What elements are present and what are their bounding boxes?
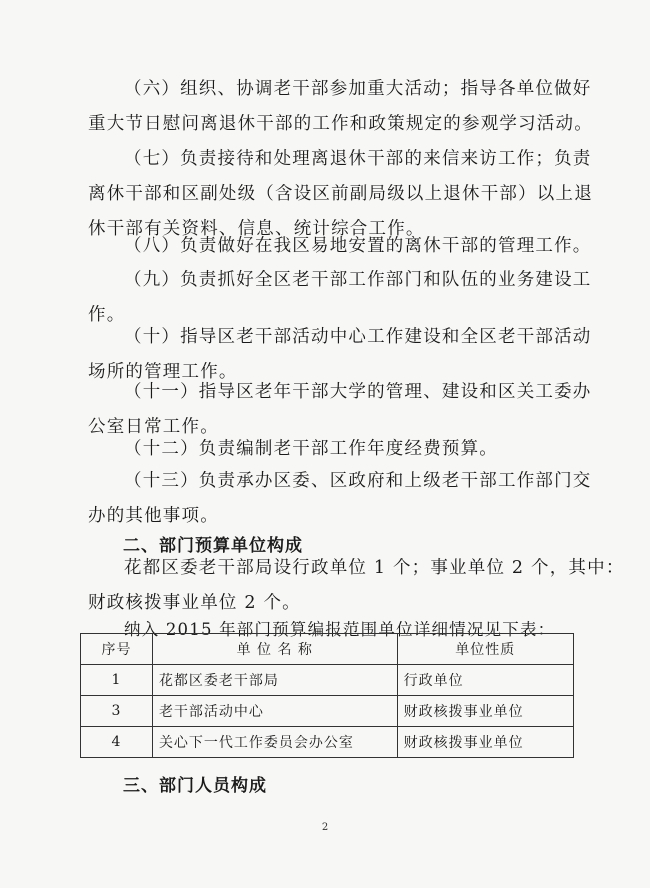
cell-no: 1 (81, 665, 153, 696)
page-number: 2 (321, 822, 329, 833)
cell-no: 4 (81, 727, 153, 758)
text-line: 办的其他事项。 (88, 506, 219, 526)
text-line: 场所的管理工作。 (88, 362, 238, 382)
text-line: （十三）负责承办区委、区政府和上级老干部工作部门交 (124, 471, 592, 491)
paragraph-item-12 (88, 432, 563, 467)
column-header-no: 序号 (81, 634, 153, 665)
table-row (81, 665, 574, 696)
text-line: （十二）负责编制老干部工作年度经费预算。 (124, 439, 498, 459)
budget-units-table (80, 633, 574, 758)
cell-name: 关心下一代工作委员会办公室 (152, 727, 397, 758)
paragraph-item-13 (88, 464, 592, 534)
text-line: 公室日常工作。 (88, 417, 219, 437)
text-line: （七）负责接待和处理离退休干部的来信来访工作；负责 (124, 149, 592, 169)
text-line: 休干部有关资料、信息、统计综合工作。 (88, 219, 425, 239)
text-line: 重大节日慰问离退休干部的工作和政策规定的参观学习活动。 (88, 114, 593, 134)
text-line: 财政核拨事业单位 2 个。 (88, 593, 301, 613)
cell-name: 老干部活动中心 (152, 696, 397, 727)
text-line: （六）组织、协调老干部参加重大活动；指导各单位做好 (124, 79, 592, 99)
section-heading-budget-units: 二、部门预算单位构成 (123, 536, 303, 556)
text-line: 作。 (88, 305, 126, 325)
cell-type: 财政核拨事业单位 (397, 727, 573, 758)
text-line: 花都区委老干部局设行政单位 1 个；事业单位 2 个，其中： (124, 558, 625, 578)
text-line: （十一）指导区老年干部大学的管理、建设和区关工委办 (124, 382, 592, 402)
text-line: （九）负责抓好全区老干部工作部门和队伍的业务建设工 (124, 270, 592, 290)
column-header-name: 单 位 名 称 (152, 634, 397, 665)
cell-type: 财政核拨事业单位 (397, 696, 573, 727)
text-line: 纳入 2015 年部门预算编报范围单位详细情况见下表： (124, 620, 556, 639)
cell-name: 花都区委老干部局 (152, 665, 397, 696)
cell-type: 行政单位 (397, 665, 573, 696)
paragraph-budget-units (88, 551, 625, 621)
text-line: 离休干部和区副处级（含设区前副局级以上退休干部）以上退 (88, 184, 593, 204)
table-header-row (81, 634, 574, 665)
section-heading-staff: 三、部门人员构成 (123, 776, 267, 796)
paragraph-item-6 (88, 72, 593, 142)
cell-no: 3 (81, 696, 153, 727)
text-line: （八）负责做好在我区易地安置的离休干部的管理工作。 (124, 236, 592, 256)
table-row (81, 727, 574, 758)
column-header-type: 单位性质 (397, 634, 573, 665)
paragraph-item-8 (88, 229, 592, 264)
text-line: （十）指导区老干部活动中心工作建设和全区老干部活动 (124, 327, 592, 347)
table-row (81, 696, 574, 727)
